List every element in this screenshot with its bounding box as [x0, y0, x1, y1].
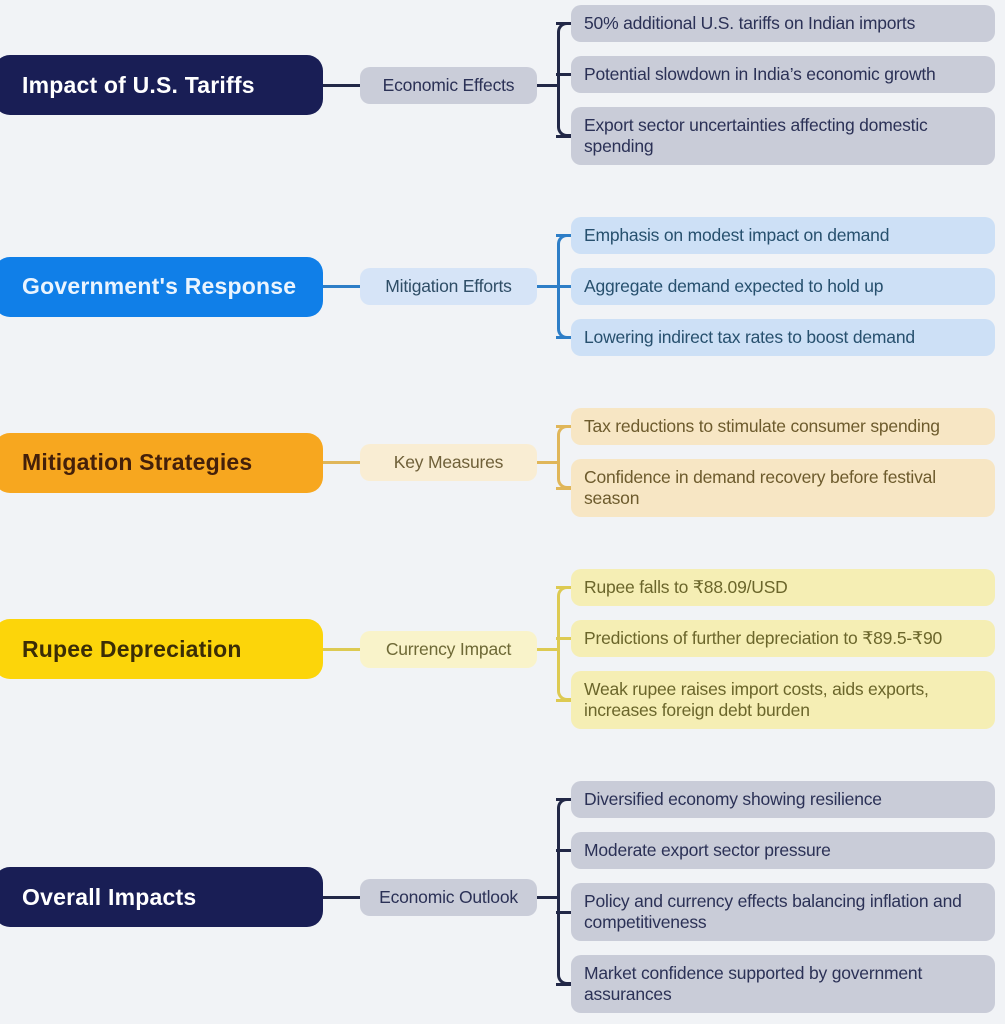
subtopic-label: Economic Outlook: [379, 886, 518, 907]
subtopic-label: Economic Effects: [382, 74, 515, 95]
subtopic-label: Currency Impact: [385, 638, 512, 659]
subtopic-node: [360, 879, 537, 916]
leaf-node: [571, 268, 995, 305]
leaf-list: [571, 569, 995, 729]
root-node: [0, 433, 323, 493]
leaf-list: [571, 5, 995, 165]
leaf-node: [571, 5, 995, 42]
leaf-text: Export sector uncertainties affecting domestic spending: [584, 115, 928, 156]
root-node: [0, 257, 323, 317]
subtopic-node: [360, 631, 537, 668]
leaf-list: [571, 781, 995, 1013]
root-node: [0, 619, 323, 679]
root-node: [0, 55, 323, 115]
subtopic-node: [360, 268, 537, 305]
leaf-node: [571, 408, 995, 445]
connector-line: [323, 896, 360, 899]
leaf-node: [571, 781, 995, 818]
leaf-text: Aggregate demand expected to hold up: [584, 276, 884, 296]
branch-governments-response: [0, 217, 1005, 356]
leaf-text: Confidence in demand recovery before festival season: [584, 467, 936, 508]
bracket-line: [557, 425, 571, 489]
branch-overall-impacts: [0, 781, 1005, 1013]
connector-bracket: [557, 781, 571, 1013]
leaf-text: Market confidence supported by government assurances: [584, 963, 923, 1004]
leaf-node: [571, 459, 995, 517]
connector-line: [323, 285, 360, 288]
connector-line: [537, 648, 557, 651]
leaf-list: [571, 408, 995, 517]
leaf-node: [571, 319, 995, 356]
branch-rupee-depreciation: [0, 569, 1005, 729]
connector-line: [537, 461, 557, 464]
connector-line: [323, 648, 360, 651]
subtopic-label: Mitigation Efforts: [385, 276, 512, 296]
root-node-title: Impact of U.S. Tariffs: [22, 71, 255, 98]
connector-line: [323, 84, 360, 87]
subtopic-node: [360, 67, 537, 104]
leaf-node: [571, 569, 995, 606]
root-node-title: Rupee Depreciation: [22, 635, 242, 662]
leaf-list: [571, 217, 995, 356]
leaf-text: 50% additional U.S. tariffs on Indian imports: [584, 13, 916, 33]
branch-impact-of-us-tariffs: [0, 5, 1005, 165]
leaf-node: [571, 955, 995, 1013]
connector-line: [537, 84, 557, 87]
connector-line: [323, 461, 360, 464]
leaf-node: [571, 832, 995, 869]
subtopic-node: [360, 444, 537, 481]
leaf-text: Tax reductions to stimulate consumer spending: [584, 416, 940, 436]
bracket-line: [557, 586, 571, 701]
root-node-title: Overall Impacts: [22, 883, 197, 910]
leaf-text: Emphasis on modest impact on demand: [584, 225, 890, 245]
root-node: [0, 867, 323, 927]
leaf-node: [571, 56, 995, 93]
leaf-node: [571, 620, 995, 657]
leaf-text: Predictions of further depreciation to ₹89.5-₹90: [584, 628, 943, 648]
leaf-node: [571, 217, 995, 254]
leaf-node: [571, 883, 995, 941]
root-node-title: Government's Response: [22, 273, 297, 299]
leaf-node: [571, 671, 995, 729]
connector-bracket: [557, 5, 571, 165]
connector-line: [537, 896, 557, 899]
bracket-line: [557, 22, 571, 137]
connector-bracket: [557, 569, 571, 729]
leaf-text: Potential slowdown in India’s economic growth: [584, 64, 936, 84]
leaf-text: Moderate export sector pressure: [584, 840, 831, 860]
bracket-line: [557, 798, 571, 985]
subtopic-label: Key Measures: [393, 452, 504, 472]
connector-line: [537, 285, 557, 288]
leaf-text: Lowering indirect tax rates to boost demand: [584, 327, 915, 347]
leaf-node: [571, 107, 995, 165]
leaf-text: Diversified economy showing resilience: [584, 789, 882, 809]
branch-mitigation-strategies: [0, 408, 1005, 517]
root-node-title: Mitigation Strategies: [22, 449, 253, 475]
leaf-text: Rupee falls to ₹88.09/USD: [584, 577, 788, 597]
leaf-text: Weak rupee raises import costs, aids exports, increases foreign debt burden: [584, 679, 929, 720]
leaf-text: Policy and currency effects balancing inflation and competitiveness: [584, 891, 962, 932]
